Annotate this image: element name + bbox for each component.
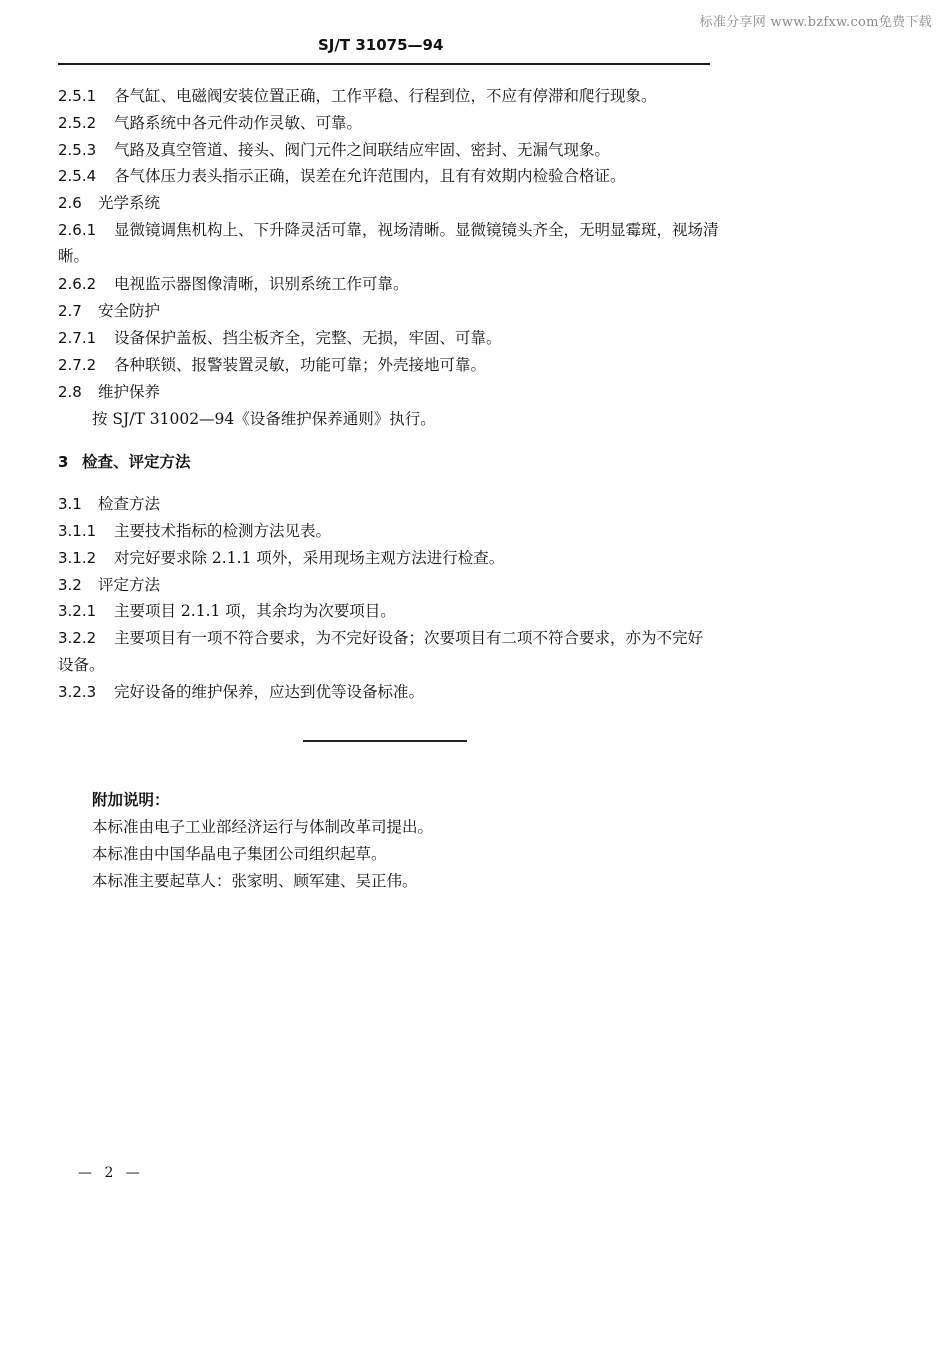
clause-text: 电视监示器图像清晰，识别系统工作可靠。: [114, 275, 409, 293]
clause-text: 设备保护盖板、挡尘板齐全，完整、无损，牢固、可靠。: [114, 329, 502, 347]
section-3-2: [58, 575, 718, 595]
clause-number: 3.1.1: [58, 522, 97, 540]
clause-2-5-3: [58, 140, 718, 160]
clause-number: 2.7.2: [58, 356, 97, 374]
clause-text: 按 SJ/T 31002—94《设备维护保养通则》执行。: [92, 410, 436, 428]
appendix-line: 本标准由中国华晶电子集团公司组织起草。: [92, 845, 387, 863]
clause-number: 2.5.1: [58, 87, 97, 105]
section-number: 3.1: [58, 495, 82, 513]
clause-2-6-2: [58, 274, 718, 294]
clause-text: 完好设备的维护保养，应达到优等设备标准。: [114, 683, 425, 701]
end-rule: [303, 740, 467, 742]
appendix-line: 本标准主要起草人：张家明、顾军建、吴正伟。: [92, 872, 418, 890]
clause-text: 主要技术指标的检测方法见表。: [114, 522, 332, 540]
clause-text: 主要项目 2.1.1 项，其余均为次要项目。: [114, 602, 396, 620]
clause-2-6-1: [58, 220, 718, 240]
clause-2-5-4: [58, 166, 718, 186]
section-title: 检查方法: [98, 495, 161, 513]
clause-number: 3.1.2: [58, 549, 97, 567]
clause-2-5-1: [58, 86, 718, 106]
clause-number: 3.2.2: [58, 629, 97, 647]
section-number: 3.2: [58, 576, 82, 594]
section-2-8: [58, 382, 718, 402]
standard-code: SJ/T 31075—94: [318, 36, 444, 54]
clause-number: 2.6.2: [58, 275, 97, 293]
appendix-line: 本标准由电子工业部经济运行与体制改革司提出。: [92, 818, 434, 836]
clause-text: 各种联锁、报警装置灵敏，功能可靠；外壳接地可靠。: [114, 356, 487, 374]
clause-number: 2.6.1: [58, 221, 97, 239]
section-2-7: [58, 301, 718, 321]
clause-text-continued: 晰。: [58, 247, 90, 265]
clause-2-5-2: [58, 113, 718, 133]
clause-text: 各气缸、电磁阀安装位置正确，工作平稳、行程到位，不应有停滞和爬行现象。: [114, 87, 657, 105]
section-title: 维护保养: [98, 383, 161, 401]
chapter-3-heading: [58, 452, 718, 472]
clause-number: 2.5.4: [58, 167, 97, 185]
clause-2-7-1: [58, 328, 718, 348]
chapter-title: 检查、评定方法: [82, 452, 191, 471]
chapter-number: 3: [58, 453, 69, 471]
section-title: 光学系统: [98, 194, 161, 212]
clause-text-continued: 设备。: [58, 656, 105, 674]
section-number: 2.7: [58, 302, 82, 320]
clause-3-2-1: [58, 601, 718, 621]
clause-3-2-2: [58, 628, 718, 648]
clause-2-7-2: [58, 355, 718, 375]
section-title: 安全防护: [98, 302, 161, 320]
clause-3-2-2-cont: [58, 655, 718, 675]
section-number: 2.6: [58, 194, 82, 212]
clause-text: 各气体压力表头指示正确，误差在允许范围内，且有有效期内检验合格证。: [114, 167, 626, 185]
clause-number: 3.2.3: [58, 683, 97, 701]
clause-number: 2.5.2: [58, 114, 97, 132]
page-number: — 2 —: [78, 1165, 144, 1181]
clause-text: 气路及真空管道、接头、阀门元件之间联结应牢固、密封、无漏气现象。: [114, 141, 611, 159]
clause-text: 显微镜调焦机构上、下升降灵活可靠，视场清晰。显微镜镜头齐全，无明显霉斑，视场清: [114, 221, 719, 239]
section-number: 2.8: [58, 383, 82, 401]
watermark-text: 标准分享网 www.bzfxw.com免费下载: [699, 15, 932, 30]
clause-text: 对完好要求除 2.1.1 项外，采用现场主观方法进行检查。: [114, 549, 505, 567]
section-title: 评定方法: [98, 576, 161, 594]
clause-3-2-3: [58, 682, 718, 702]
appendix-title: 附加说明：: [92, 790, 170, 809]
clause-2-8-body: [92, 409, 752, 429]
clause-2-6-1-cont: [58, 246, 718, 266]
header-rule: [58, 63, 710, 65]
clause-3-1-1: [58, 521, 718, 541]
clause-number: 2.7.1: [58, 329, 97, 347]
clause-number: 2.5.3: [58, 141, 97, 159]
section-3-1: [58, 494, 718, 514]
clause-text: 气路系统中各元件动作灵敏、可靠。: [114, 114, 363, 132]
clause-text: 主要项目有一项不符合要求，为不完好设备；次要项目有二项不符合要求，亦为不完好: [114, 629, 704, 647]
clause-3-1-2: [58, 548, 718, 568]
clause-number: 3.2.1: [58, 602, 97, 620]
section-2-6: [58, 193, 718, 213]
